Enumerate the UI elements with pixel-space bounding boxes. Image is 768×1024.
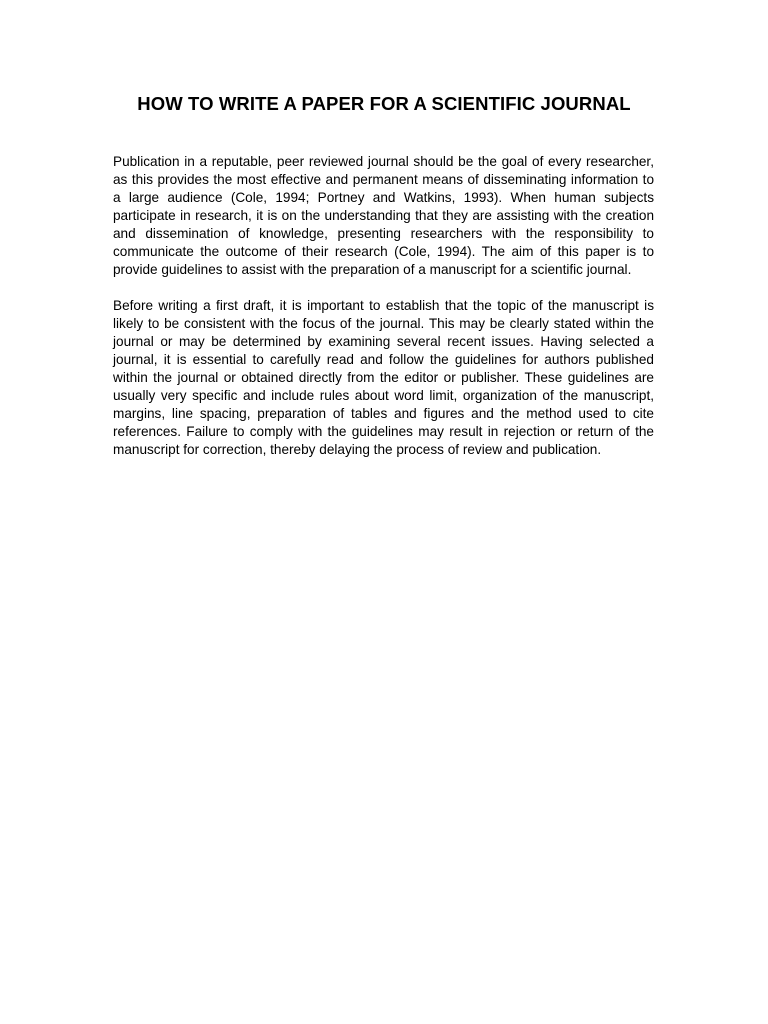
paragraph-journal-selection: Before writing a first draft, it is important to establish that the topic of the manuscript is likely to be consistent with the focus of the journal. This may be clearly stated within the journal or may be determined by examining several recent issues. Having selected a journal, it is essential to carefully read and follow the guidelines for authors published within the journal or obtained directly from the editor or publisher. These guidelines are usually very specific and include rules about word limit, organization of the manuscript, margins, line spacing, preparation of tables and figures and the method used to cite references. Failure to comply with the guidelines may result in rejection or return of the manuscript for correction, thereby delaying the process of review and publication.	[113, 298, 654, 457]
paragraph-introduction: Publication in a reputable, peer reviewed journal should be the goal of every researcher, as this provides the most effective and permanent means of disseminating information to a large audience (Cole, 1994; Portney and Watkins, 1993). When human subjects participate in research, it is on the understanding that they are assisting with the creation and dissemination of knowledge, presenting researchers with the responsibility to communicate the outcome of their research (Cole, 1994). The aim of this paper is to provide guidelines to assist with the preparation of a manuscript for a scientific journal.	[113, 154, 654, 277]
document-title: HOW TO WRITE A PAPER FOR A SCIENTIFIC JOURNAL	[137, 93, 631, 114]
document-body	[113, 153, 654, 477]
